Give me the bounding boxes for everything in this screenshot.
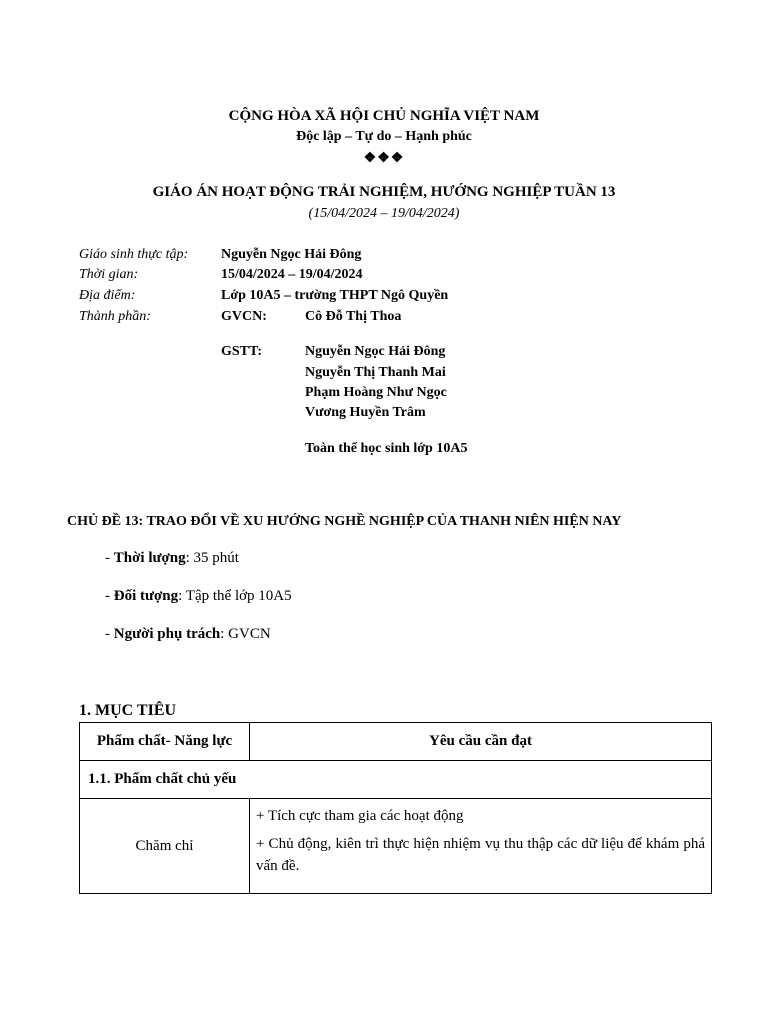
gstt-member: Phạm Hoàng Như Ngọc <box>305 385 447 400</box>
lead-line <box>105 626 271 643</box>
gvcn-label: GVCN: <box>221 309 267 324</box>
bullet-dash: - <box>105 550 114 566</box>
table-row <box>80 799 712 894</box>
gvcn-value: Cô Đỗ Thị Thoa <box>305 309 402 324</box>
target-line <box>105 588 292 605</box>
table-subsection-row <box>80 761 712 799</box>
nation-heading: CỘNG HÒA XÃ HỘI CHỦ NGHĨA VIỆT NAM <box>228 108 540 124</box>
table-header-requirements: Yêu cầu cần đạt <box>250 723 712 761</box>
target-value: : Tập thể lớp 10A5 <box>178 588 292 604</box>
all-students: Toàn thể học sinh lớp 10A5 <box>305 441 468 456</box>
time-label: Thời gian: <box>79 267 139 282</box>
lead-value: : GVCN <box>220 626 271 642</box>
table-header-row <box>80 723 712 761</box>
bullet-dash: - <box>105 626 114 642</box>
members-label: Thành phần: <box>79 309 151 324</box>
duration-line <box>105 550 239 567</box>
section-heading: 1. MỤC TIÊU <box>79 702 177 719</box>
table-subsection-title: 1.1. Phẩm chất chủ yếu <box>80 761 712 799</box>
table-header-criteria: Phẩm chất- Năng lực <box>80 723 250 761</box>
objectives-table <box>79 722 712 894</box>
time-value: 15/04/2024 – 19/04/2024 <box>221 267 363 282</box>
document-date-range: (15/04/2024 – 19/04/2024) <box>308 206 460 221</box>
teacher-value: Nguyễn Ngọc Hải Đông <box>221 247 362 262</box>
gstt-member: Nguyễn Thị Thanh Mai <box>305 365 446 380</box>
gstt-member: Vương Huyền Trâm <box>305 405 426 420</box>
requirement-item: + Chủ động, kiên trì thực hiện nhiệm vụ thu thập các dữ liệu để khám phá vấn đề. <box>256 836 705 874</box>
duration-value: : 35 phút <box>185 550 239 566</box>
requirements-cell <box>250 799 712 894</box>
target-label: Đối tượng <box>113 588 179 604</box>
place-label: Địa điểm: <box>79 288 136 303</box>
lead-label: Người phụ trách <box>113 626 221 642</box>
place-value: Lớp 10A5 – trường THPT Ngô Quyền <box>221 288 449 303</box>
ornament: ❖❖❖ <box>363 151 405 166</box>
document-title: GIÁO ÁN HOẠT ĐỘNG TRẢI NGHIỆM, HƯỚNG NGHIỆP TUẦN 13 <box>152 184 616 200</box>
teacher-label: Giáo sinh thực tập: <box>79 247 189 262</box>
bullet-dash: - <box>105 588 114 604</box>
criterion-cell: Chăm chỉ <box>80 799 250 894</box>
duration-label: Thời lượng <box>113 550 186 566</box>
motto: Độc lập – Tự do – Hạnh phúc <box>296 129 472 144</box>
topic-heading: CHỦ ĐỀ 13: TRAO ĐỔI VỀ XU HƯỚNG NGHỀ NGHIỆP CỦA THANH NIÊN HIỆN NAY <box>67 514 622 529</box>
requirement-item: + Tích cực tham gia các hoạt động <box>256 808 464 824</box>
gstt-label: GSTT: <box>221 344 262 359</box>
gstt-member: Nguyễn Ngọc Hải Đông <box>305 344 446 359</box>
